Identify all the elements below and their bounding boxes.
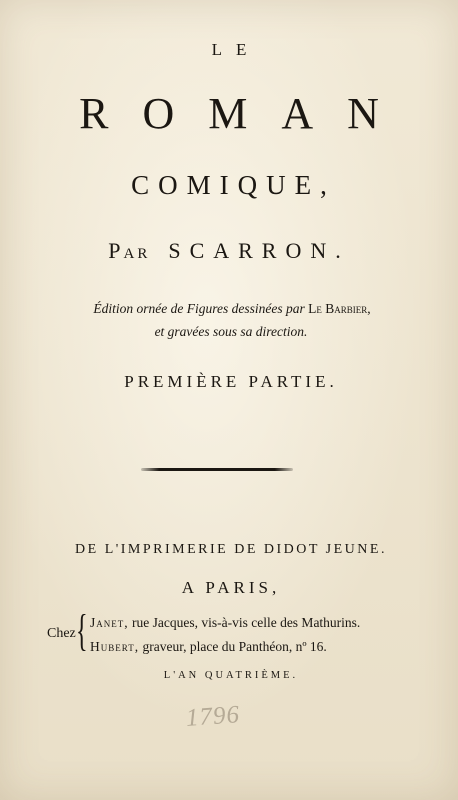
seller-2-name: Hubert, <box>90 639 140 654</box>
book-subtitle: COMIQUE, <box>131 170 336 200</box>
edition-line-2: et gravées sous sa direction. <box>154 324 308 339</box>
edition-text: Édition ornée de Figures dessinées par <box>93 301 305 316</box>
author-name: SCARRON. <box>168 238 350 263</box>
seller-2 <box>90 639 327 655</box>
ornamental-rule <box>141 468 293 471</box>
seller-1 <box>90 615 360 631</box>
seller-1-address: rue Jacques, vis-à-vis celle des Mathurins. <box>132 615 361 630</box>
part-label: PREMIÈRE PARTIE. <box>124 372 338 391</box>
book-title: ROMAN <box>79 89 413 138</box>
curly-brace-icon: { <box>76 606 88 655</box>
title-article: LE <box>211 40 261 59</box>
city-line: A PARIS, <box>181 578 281 597</box>
author-line <box>0 238 458 264</box>
handwritten-year: 1796 <box>185 701 241 732</box>
publication-date: L'AN QUATRIÈME. <box>163 670 299 681</box>
chez-label: Chez <box>47 626 76 641</box>
printer-line: DE L'IMPRIMERIE DE DIDOT JEUNE. <box>75 542 387 557</box>
seller-2-address: graveur, place du Panthéon, nº 16. <box>142 639 327 654</box>
edition-line-1 <box>0 301 458 317</box>
illustrator-name: Le Barbier, <box>308 301 371 316</box>
seller-1-name: Janet, <box>90 615 129 630</box>
author-prefix: Par <box>108 238 151 263</box>
